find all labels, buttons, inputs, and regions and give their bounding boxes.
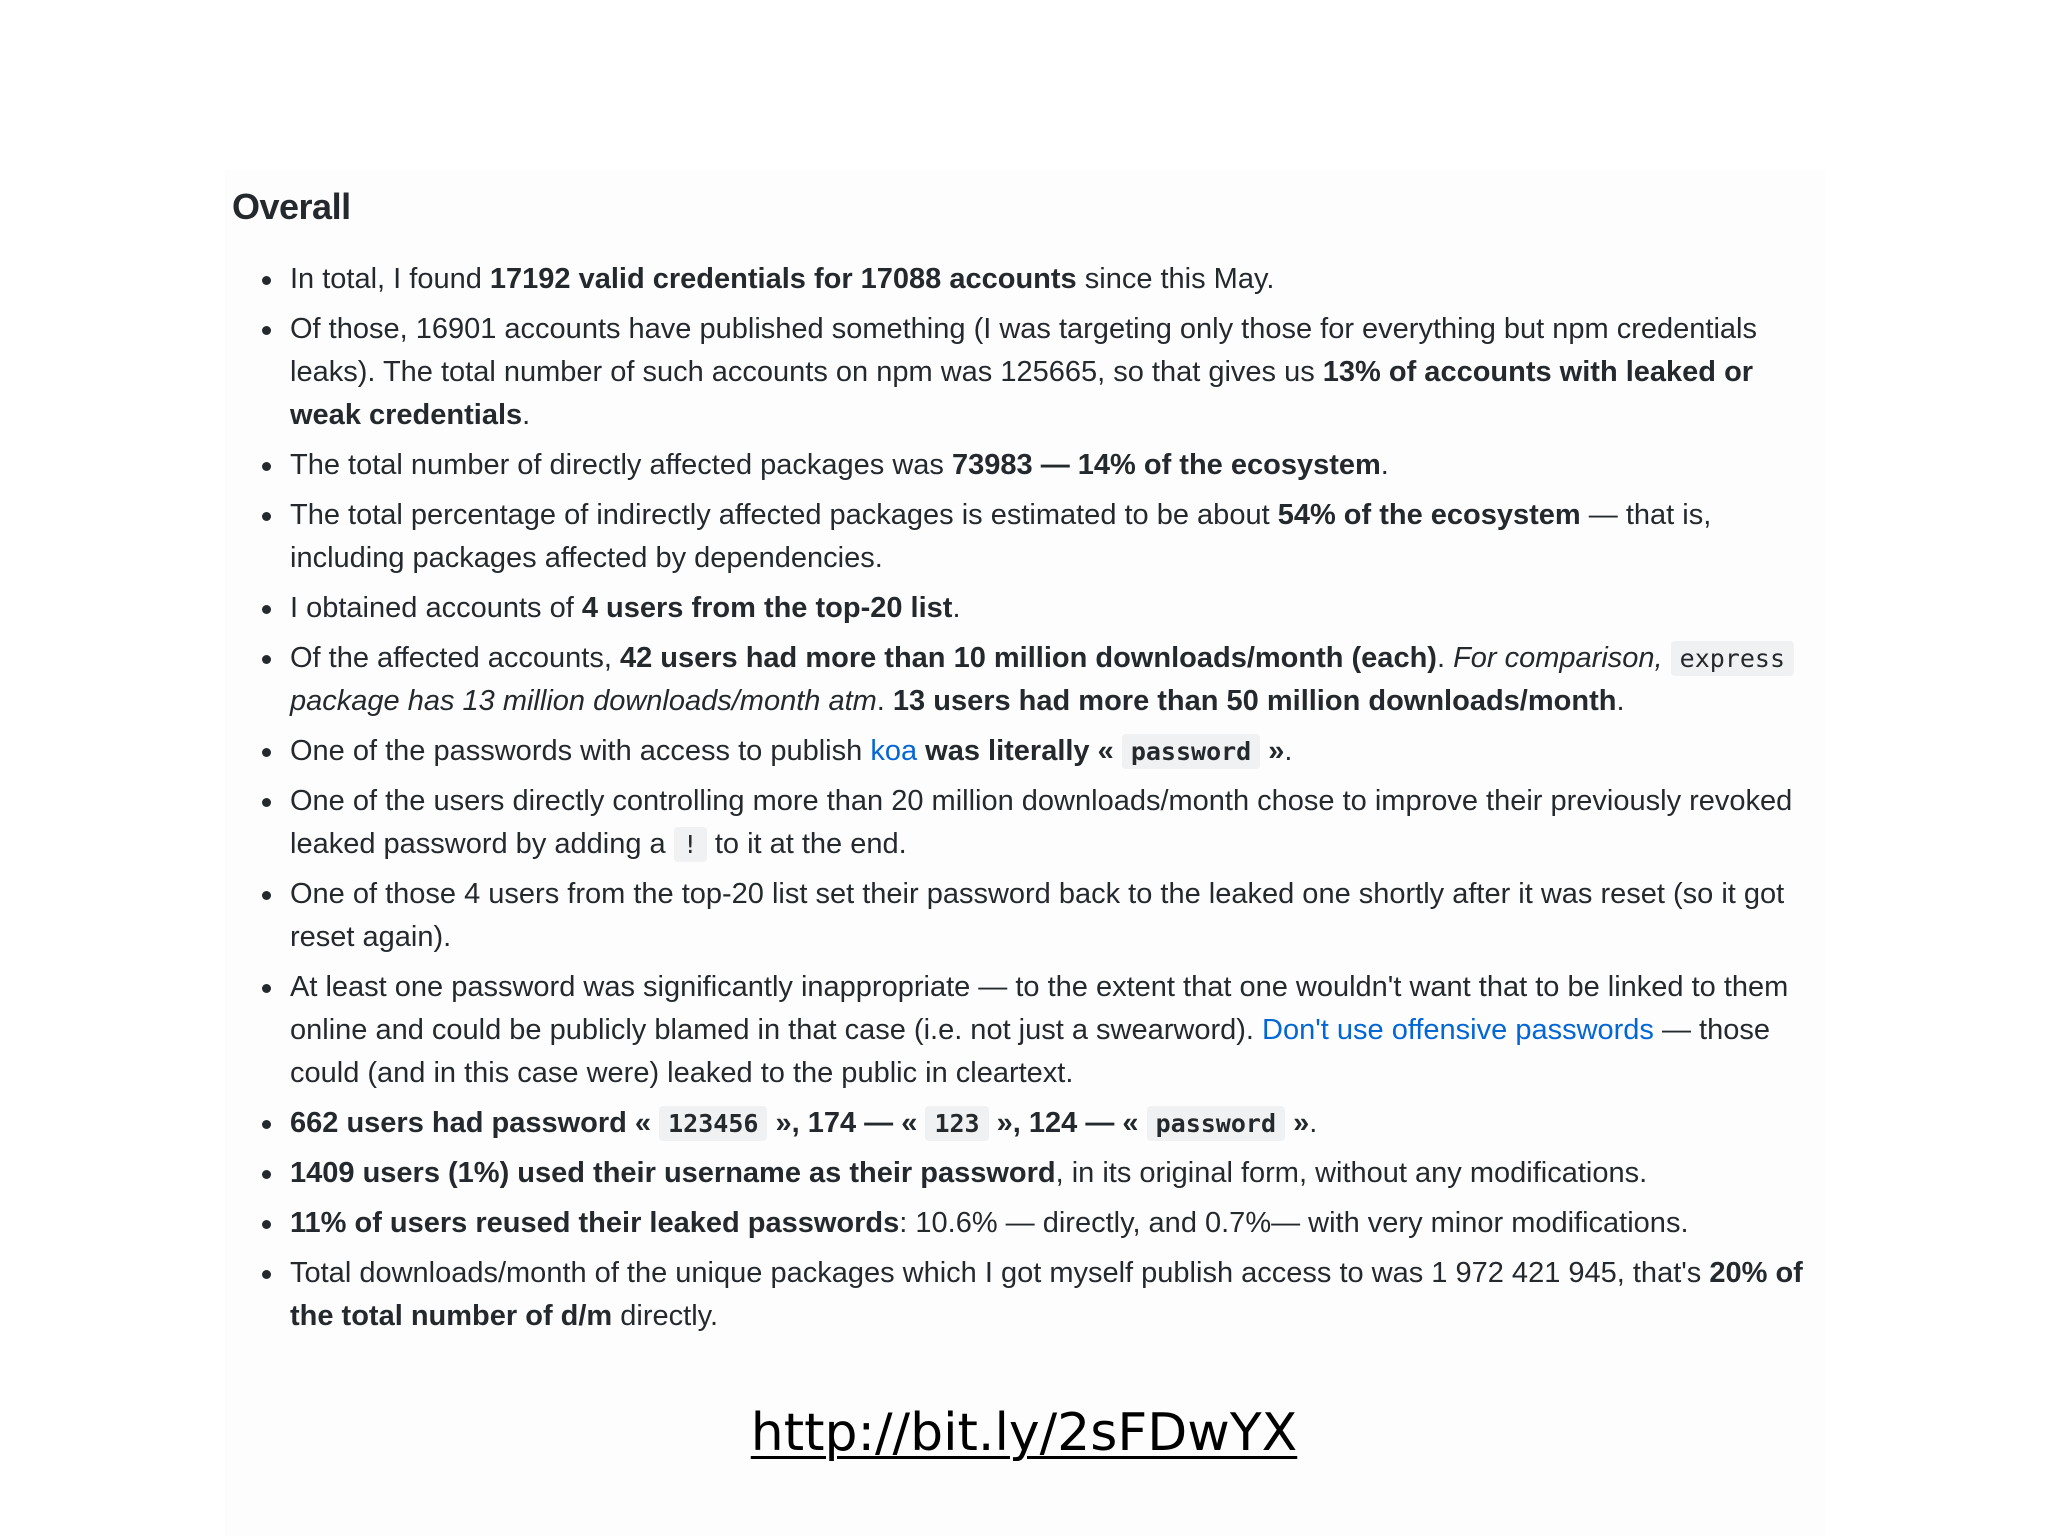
list-item [232,308,1822,437]
list-item [232,966,1822,1095]
item-text: since this May. [1076,263,1275,295]
inline-code: password [1147,1106,1285,1141]
item-bold-text: 1409 users (1%) used their username as their password [290,1157,1056,1189]
item-text: One of those 4 users from the top-20 list set their password back to the leaked one shortly after it was reset (so it got reset again). [290,878,1785,953]
item-text: At least one password was significantly inappropriate — to the extent that one wouldn't want that to be linked to them online and could be publicly blamed in that case (i.e. not just a swearword). [290,971,1789,1046]
list-item [232,1102,1822,1145]
item-bold-text: 54% of the ecosystem [1277,499,1581,531]
list-item [232,494,1822,580]
inline-code: password [1122,734,1260,769]
item-bold-text: » [1260,735,1285,767]
item-text: Of the affected accounts, [290,642,620,674]
item-text: to it at the end. [706,828,907,860]
item-italic-text: For comparison, [1453,642,1663,674]
item-text: Total downloads/month of the unique packages which I got myself publish access to was 1 972 421 945, that's [290,1257,1710,1289]
short-url-link[interactable]: http://bit.ly/2sFDwYX [750,1403,1298,1463]
list-item [232,1252,1822,1338]
item-text: Of those, 16901 accounts have published something (I was targeting only those for everything but npm credentials leaks). The total number of such accounts on npm was 125665, so that gives us [290,313,1757,388]
item-text: . [1436,642,1454,674]
item-text: . [1284,735,1293,767]
item-italic-text: package has 13 million downloads/month atm [290,685,877,717]
list-item [232,444,1822,487]
item-text: . [522,399,531,431]
offensive-passwords-link[interactable]: Don't use offensive passwords [1262,1014,1654,1046]
item-bold-text: » [1285,1107,1310,1139]
item-text: One of the passwords with access to publish [290,735,871,767]
item-text: . [1380,449,1389,481]
item-text: The total number of directly affected packages was [290,449,952,481]
item-text: The total percentage of indirectly affected packages is estimated to be about [290,499,1278,531]
item-text: One of the users directly controlling more than 20 million downloads/month chose to improve their previously revoked leaked password by adding a [290,785,1793,860]
koa-link[interactable]: koa [870,735,918,767]
findings-list [232,258,1822,1345]
item-bold-text: », 124 — « [988,1107,1147,1139]
item-text: directly. [612,1300,719,1332]
item-text: I obtained accounts of [290,592,582,624]
item-bold-text: was literally « [917,735,1122,767]
item-text: In total, I found [290,263,490,295]
item-text: . [1616,685,1625,717]
item-text: : 10.6% — directly, and 0.7%— with very minor modifications. [899,1207,1689,1239]
section-heading: Overall [232,186,351,227]
item-bold-text: 4 users from the top-20 list [581,592,953,624]
item-bold-text: 17192 valid credentials for 17088 accounts [489,263,1077,295]
item-text: . [1309,1107,1318,1139]
item-bold-text: 42 users had more than 10 million downloads/month (each) [619,642,1437,674]
list-item [232,780,1822,866]
list-item [232,1202,1822,1245]
item-text: — that is, including packages affected by dependencies. [290,499,1712,574]
item-bold-text: 20% of the total number of d/m [290,1257,1803,1332]
inline-code: 123456 [659,1106,767,1141]
item-text: , in its original form, without any modifications. [1055,1157,1648,1189]
inline-code: ! [674,827,707,862]
inline-code: 123 [925,1106,988,1141]
item-bold-text: 11% of users reused their leaked passwords [290,1207,900,1239]
item-bold-text: 73983 — 14% of the ecosystem [952,449,1381,481]
item-text: — those could (and in this case were) leaked to the public in cleartext. [290,1014,1770,1089]
inline-code: express [1671,641,1794,676]
item-bold-text: 13 users had more than 50 million downloads/month [892,685,1617,717]
item-bold-text: 662 users had password « [290,1107,660,1139]
item-text: . [952,592,961,624]
item-text: . [876,685,893,717]
list-item [232,730,1822,773]
list-item [232,873,1822,959]
short-url [0,1403,2048,1463]
list-item [232,1152,1822,1195]
list-item [232,587,1822,630]
item-bold-text: », 174 — « [767,1107,926,1139]
list-item [232,637,1822,723]
item-bold-text: 13% of accounts with leaked or weak credentials [290,356,1754,431]
list-item [232,258,1822,301]
